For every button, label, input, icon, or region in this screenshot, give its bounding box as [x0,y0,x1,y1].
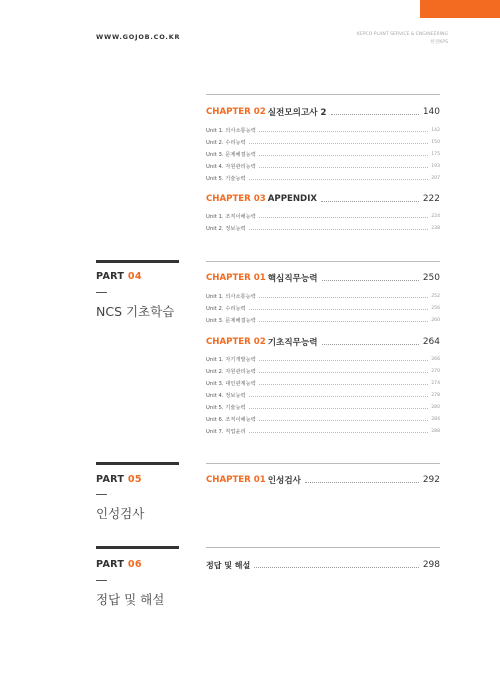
toc-unit[interactable] [206,162,440,170]
unit-page: 175 [431,151,440,157]
leader-dots [259,131,428,132]
part-dash [96,292,107,293]
toc-unit[interactable] [206,174,440,182]
toc-unit[interactable] [206,415,440,423]
unit-label: Unit 2. 수리능력 [206,140,246,146]
toc-unit[interactable] [206,126,440,134]
chapter-title: 기초직무능력 [267,338,318,348]
section-rule [206,547,440,548]
site-url: WWW.GOJOB.CO.KR [96,33,181,41]
unit-page: 288 [431,428,440,434]
unit-label: Unit 3. 문제해결능력 [206,318,256,324]
part-label [96,271,142,282]
toc-unit[interactable] [206,379,440,387]
unit-page: 256 [431,305,440,311]
toc-chapter[interactable] [206,336,440,348]
part-number: 06 [127,559,142,570]
part-title: 인성검사 [96,506,145,521]
section-rule [206,261,440,262]
unit-label: Unit 2. 자원관리능력 [206,369,256,375]
chapter-number: CHAPTER 01 [206,273,266,283]
toc-unit[interactable] [206,212,440,220]
chapter-number: CHAPTER 03 [206,194,266,204]
part-word: PART [96,559,125,570]
unit-label: Unit 2. 수리능력 [206,306,246,312]
part-label [96,474,142,485]
unit-page: 238 [431,225,440,231]
chapter-title: APPENDIX [267,194,318,204]
unit-label: Unit 1. 조직이해능력 [206,214,256,220]
toc-unit[interactable] [206,150,440,158]
section-rule [206,463,440,464]
chapter-title: 핵심직무능력 [267,274,318,284]
toc-unit[interactable] [206,138,440,146]
toc-unit[interactable] [206,367,440,375]
unit-label: Unit 4. 자원관리능력 [206,164,256,170]
chapter-title: 정답 및 해설 [206,560,251,570]
unit-page: 224 [431,213,440,219]
unit-label: Unit 1. 자기개발능력 [206,357,256,363]
unit-page: 193 [431,163,440,169]
part-bar [96,260,179,263]
chapter-number: CHAPTER 02 [206,107,266,117]
leader-dots [259,360,428,361]
leader-dots [259,384,428,385]
unit-label: Unit 3. 대인관계능력 [206,381,256,387]
unit-label: Unit 1. 의사소통능력 [206,294,256,300]
leader-dots [322,280,419,281]
unit-page: 274 [431,380,440,386]
chapter-page: 140 [422,107,440,117]
leader-dots [259,155,428,156]
part-word: PART [96,271,125,282]
unit-label: Unit 6. 조직이해능력 [206,417,256,423]
leader-dots [249,408,429,409]
chapter-title: 실전모의고사 2 [267,108,327,118]
part-number: 04 [127,271,142,282]
part-title: 정답 및 해설 [96,592,165,607]
unit-page: 270 [431,368,440,374]
toc-unit[interactable] [206,292,440,300]
part-number: 05 [127,474,142,485]
leader-dots [254,567,419,568]
toc-unit[interactable] [206,427,440,435]
leader-dots [305,482,419,483]
leader-dots [259,321,428,322]
toc-unit[interactable] [206,304,440,312]
part-dash [96,494,107,495]
part-bar [96,546,179,549]
part-dash [96,580,107,581]
leader-dots [259,297,428,298]
unit-page: 150 [431,139,440,145]
unit-page: 280 [431,404,440,410]
chapter-page: 222 [422,194,440,204]
chapter-number: CHAPTER 02 [206,337,266,347]
toc-chapter[interactable] [206,106,440,118]
chapter-page: 298 [422,560,440,570]
leader-dots [249,396,429,397]
toc-unit[interactable] [206,403,440,411]
unit-label: Unit 4. 정보능력 [206,393,246,399]
leader-dots [259,420,428,421]
leader-dots [331,114,419,115]
leader-dots [322,344,419,345]
leader-dots [259,217,428,218]
part-bar [96,462,179,465]
toc-chapter[interactable] [206,193,440,205]
leader-dots [249,179,429,180]
unit-page: 278 [431,392,440,398]
leader-dots [249,432,429,433]
toc-unit[interactable] [206,316,440,324]
chapter-page: 264 [422,337,440,347]
header-company-kr: 한전KPS [430,40,448,45]
unit-page: 207 [431,175,440,181]
toc-chapter[interactable] [206,559,440,571]
part-title: NCS 기초학습 [96,304,175,319]
toc-chapter[interactable] [206,272,440,284]
header-right [357,31,448,47]
chapter-page: 292 [422,475,440,485]
unit-label: Unit 7. 직업윤리 [206,429,246,435]
header-company: KEPCO PLANT SERVICE & ENGINEERING [356,32,448,37]
leader-dots [249,229,429,230]
leader-dots [249,143,429,144]
leader-dots [321,201,419,202]
unit-page: 284 [431,416,440,422]
toc-unit[interactable] [206,355,440,363]
unit-label: Unit 5. 기술능력 [206,405,246,411]
top-accent-bar [420,0,500,18]
unit-label: Unit 3. 문제해결능력 [206,152,256,158]
section-rule [206,94,440,95]
toc-unit[interactable] [206,224,440,232]
unit-page: 260 [431,317,440,323]
unit-label: Unit 5. 기술능력 [206,176,246,182]
unit-page: 266 [431,356,440,362]
toc-unit[interactable] [206,391,440,399]
toc-chapter[interactable] [206,474,440,486]
chapter-number: CHAPTER 01 [206,475,266,485]
unit-page: 252 [431,293,440,299]
unit-page: 142 [431,127,440,133]
unit-label: Unit 2. 정보능력 [206,226,246,232]
part-label [96,559,142,570]
chapter-page: 250 [422,273,440,283]
leader-dots [249,309,429,310]
part-word: PART [96,474,125,485]
leader-dots [259,372,428,373]
unit-label: Unit 1. 의사소통능력 [206,128,256,134]
chapter-title: 인성검사 [267,476,301,486]
leader-dots [259,167,428,168]
